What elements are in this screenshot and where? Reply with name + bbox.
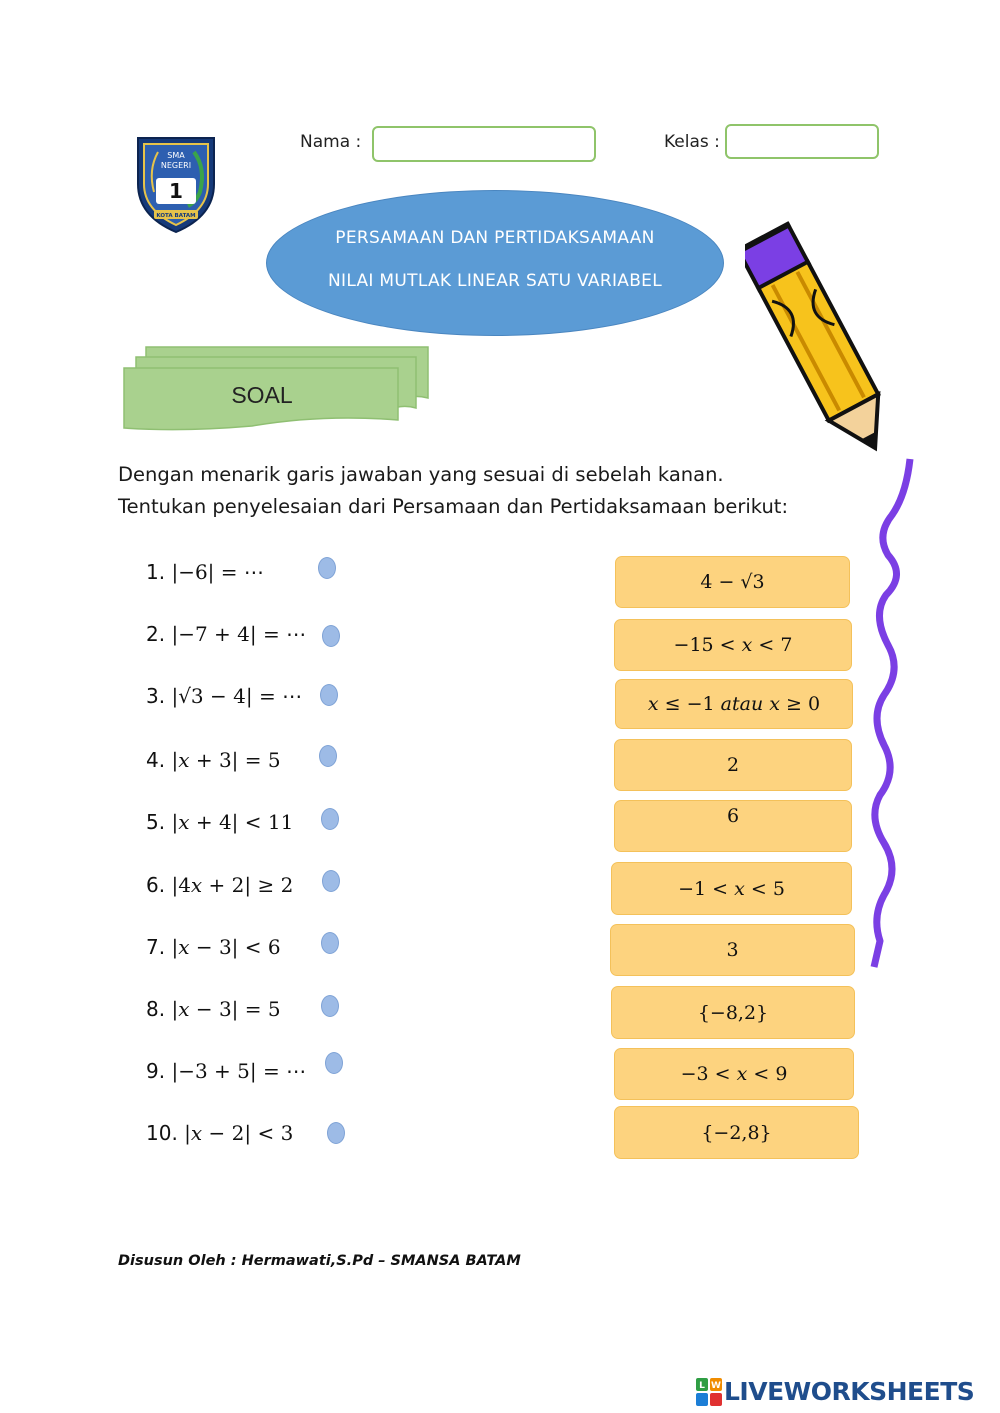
- liveworksheets-logo-icon: [696, 1378, 722, 1406]
- question-expression: |4𝑥 + 2| ≥ 2: [171, 873, 294, 897]
- answer-box-9[interactable]: −3 < 𝑥 < 9: [614, 1048, 854, 1100]
- nama-label: Nama :: [300, 132, 362, 152]
- question-number: 2.: [146, 622, 166, 646]
- instruction-line2: Tentukan penyelesaian dari Persamaan dan Pertidaksamaan berikut:: [118, 495, 789, 518]
- question-number: 6.: [146, 873, 166, 897]
- match-dot-8[interactable]: [321, 995, 339, 1017]
- question-expression: |𝑥 − 2| < 3: [184, 1121, 294, 1145]
- answer-box-4[interactable]: 2: [614, 739, 852, 791]
- logo-city: KOTA BATAM: [156, 213, 196, 219]
- question-1: [146, 560, 264, 584]
- match-dot-5[interactable]: [321, 808, 339, 830]
- question-expression: |−3 + 5| = ⋯: [171, 1059, 307, 1083]
- match-dot-2[interactable]: [322, 625, 340, 647]
- question-number: 1.: [146, 560, 166, 584]
- question-number: 4.: [146, 748, 166, 772]
- question-expression: |−7 + 4| = ⋯: [171, 622, 307, 646]
- question-10: [146, 1121, 293, 1145]
- nama-input[interactable]: [372, 126, 596, 162]
- title-line2: NILAI MUTLAK LINEAR SATU VARIABEL: [327, 271, 662, 291]
- answer-box-1[interactable]: 4 − √3: [615, 556, 850, 608]
- question-number: 8.: [146, 997, 166, 1021]
- question-expression: |𝑥 + 4| < 11: [171, 810, 294, 834]
- pencil-icon: [745, 205, 905, 470]
- question-number: 9.: [146, 1059, 166, 1083]
- answer-box-10[interactable]: {−2,8}: [614, 1106, 859, 1159]
- question-expression: |𝑥 − 3| = 5: [171, 997, 281, 1021]
- question-number: 7.: [146, 935, 166, 959]
- title-line1: PERSAMAAN DAN PERTIDAKSAMAAN: [335, 228, 655, 248]
- answer-box-6[interactable]: −1 < 𝑥 < 5: [611, 862, 852, 915]
- squiggle-line: [866, 455, 926, 975]
- question-7: [146, 935, 281, 959]
- kelas-label: Kelas :: [664, 132, 720, 152]
- question-5: [146, 810, 293, 834]
- question-3: [146, 684, 302, 708]
- logo-school-line1: SMA: [167, 151, 185, 160]
- question-number: 3.: [146, 684, 166, 708]
- answer-box-2[interactable]: −15 < 𝑥 < 7: [614, 619, 852, 671]
- question-2: [146, 622, 306, 646]
- answer-box-3[interactable]: 𝑥 ≤ −1 𝑎𝑡𝑎𝑢 𝑥 ≥ 0: [615, 679, 853, 729]
- school-logo: [130, 132, 222, 234]
- match-dot-1[interactable]: [318, 557, 336, 579]
- badge-letter-w: W: [711, 1381, 721, 1391]
- match-dot-3[interactable]: [320, 684, 338, 706]
- kelas-input[interactable]: [725, 124, 879, 159]
- match-dot-9[interactable]: [325, 1052, 343, 1074]
- question-expression: |−6| = ⋯: [171, 560, 264, 584]
- author-credit: Disusun Oleh : Hermawati,S.Pd – SMANSA BATAM: [118, 1253, 521, 1269]
- question-expression: |𝑥 + 3| = 5: [171, 748, 281, 772]
- answer-box-8[interactable]: {−8,2}: [611, 986, 855, 1039]
- answer-box-5[interactable]: 6: [614, 800, 852, 852]
- title-oval: [266, 190, 724, 336]
- instruction-line1: Dengan menarik garis jawaban yang sesuai di sebelah kanan.: [118, 463, 724, 486]
- liveworksheets-brand[interactable]: LIVEWORKSHEETS: [724, 1377, 975, 1406]
- badge-letter-l: L: [699, 1381, 705, 1391]
- question-4: [146, 748, 281, 772]
- question-6: [146, 873, 293, 897]
- question-number: 10.: [146, 1121, 178, 1145]
- question-8: [146, 997, 281, 1021]
- answer-box-7[interactable]: 3: [610, 924, 855, 976]
- match-dot-4[interactable]: [319, 745, 337, 767]
- soal-label: SOAL: [231, 382, 293, 408]
- question-expression: |√3 − 4| = ⋯: [171, 684, 303, 708]
- match-dot-6[interactable]: [322, 870, 340, 892]
- logo-school-line2: NEGERI: [160, 161, 192, 170]
- match-dot-7[interactable]: [321, 932, 339, 954]
- match-dot-10[interactable]: [327, 1122, 345, 1144]
- logo-number: 1: [169, 179, 183, 203]
- question-expression: |𝑥 − 3| < 6: [171, 935, 281, 959]
- question-9: [146, 1059, 306, 1083]
- question-number: 5.: [146, 810, 166, 834]
